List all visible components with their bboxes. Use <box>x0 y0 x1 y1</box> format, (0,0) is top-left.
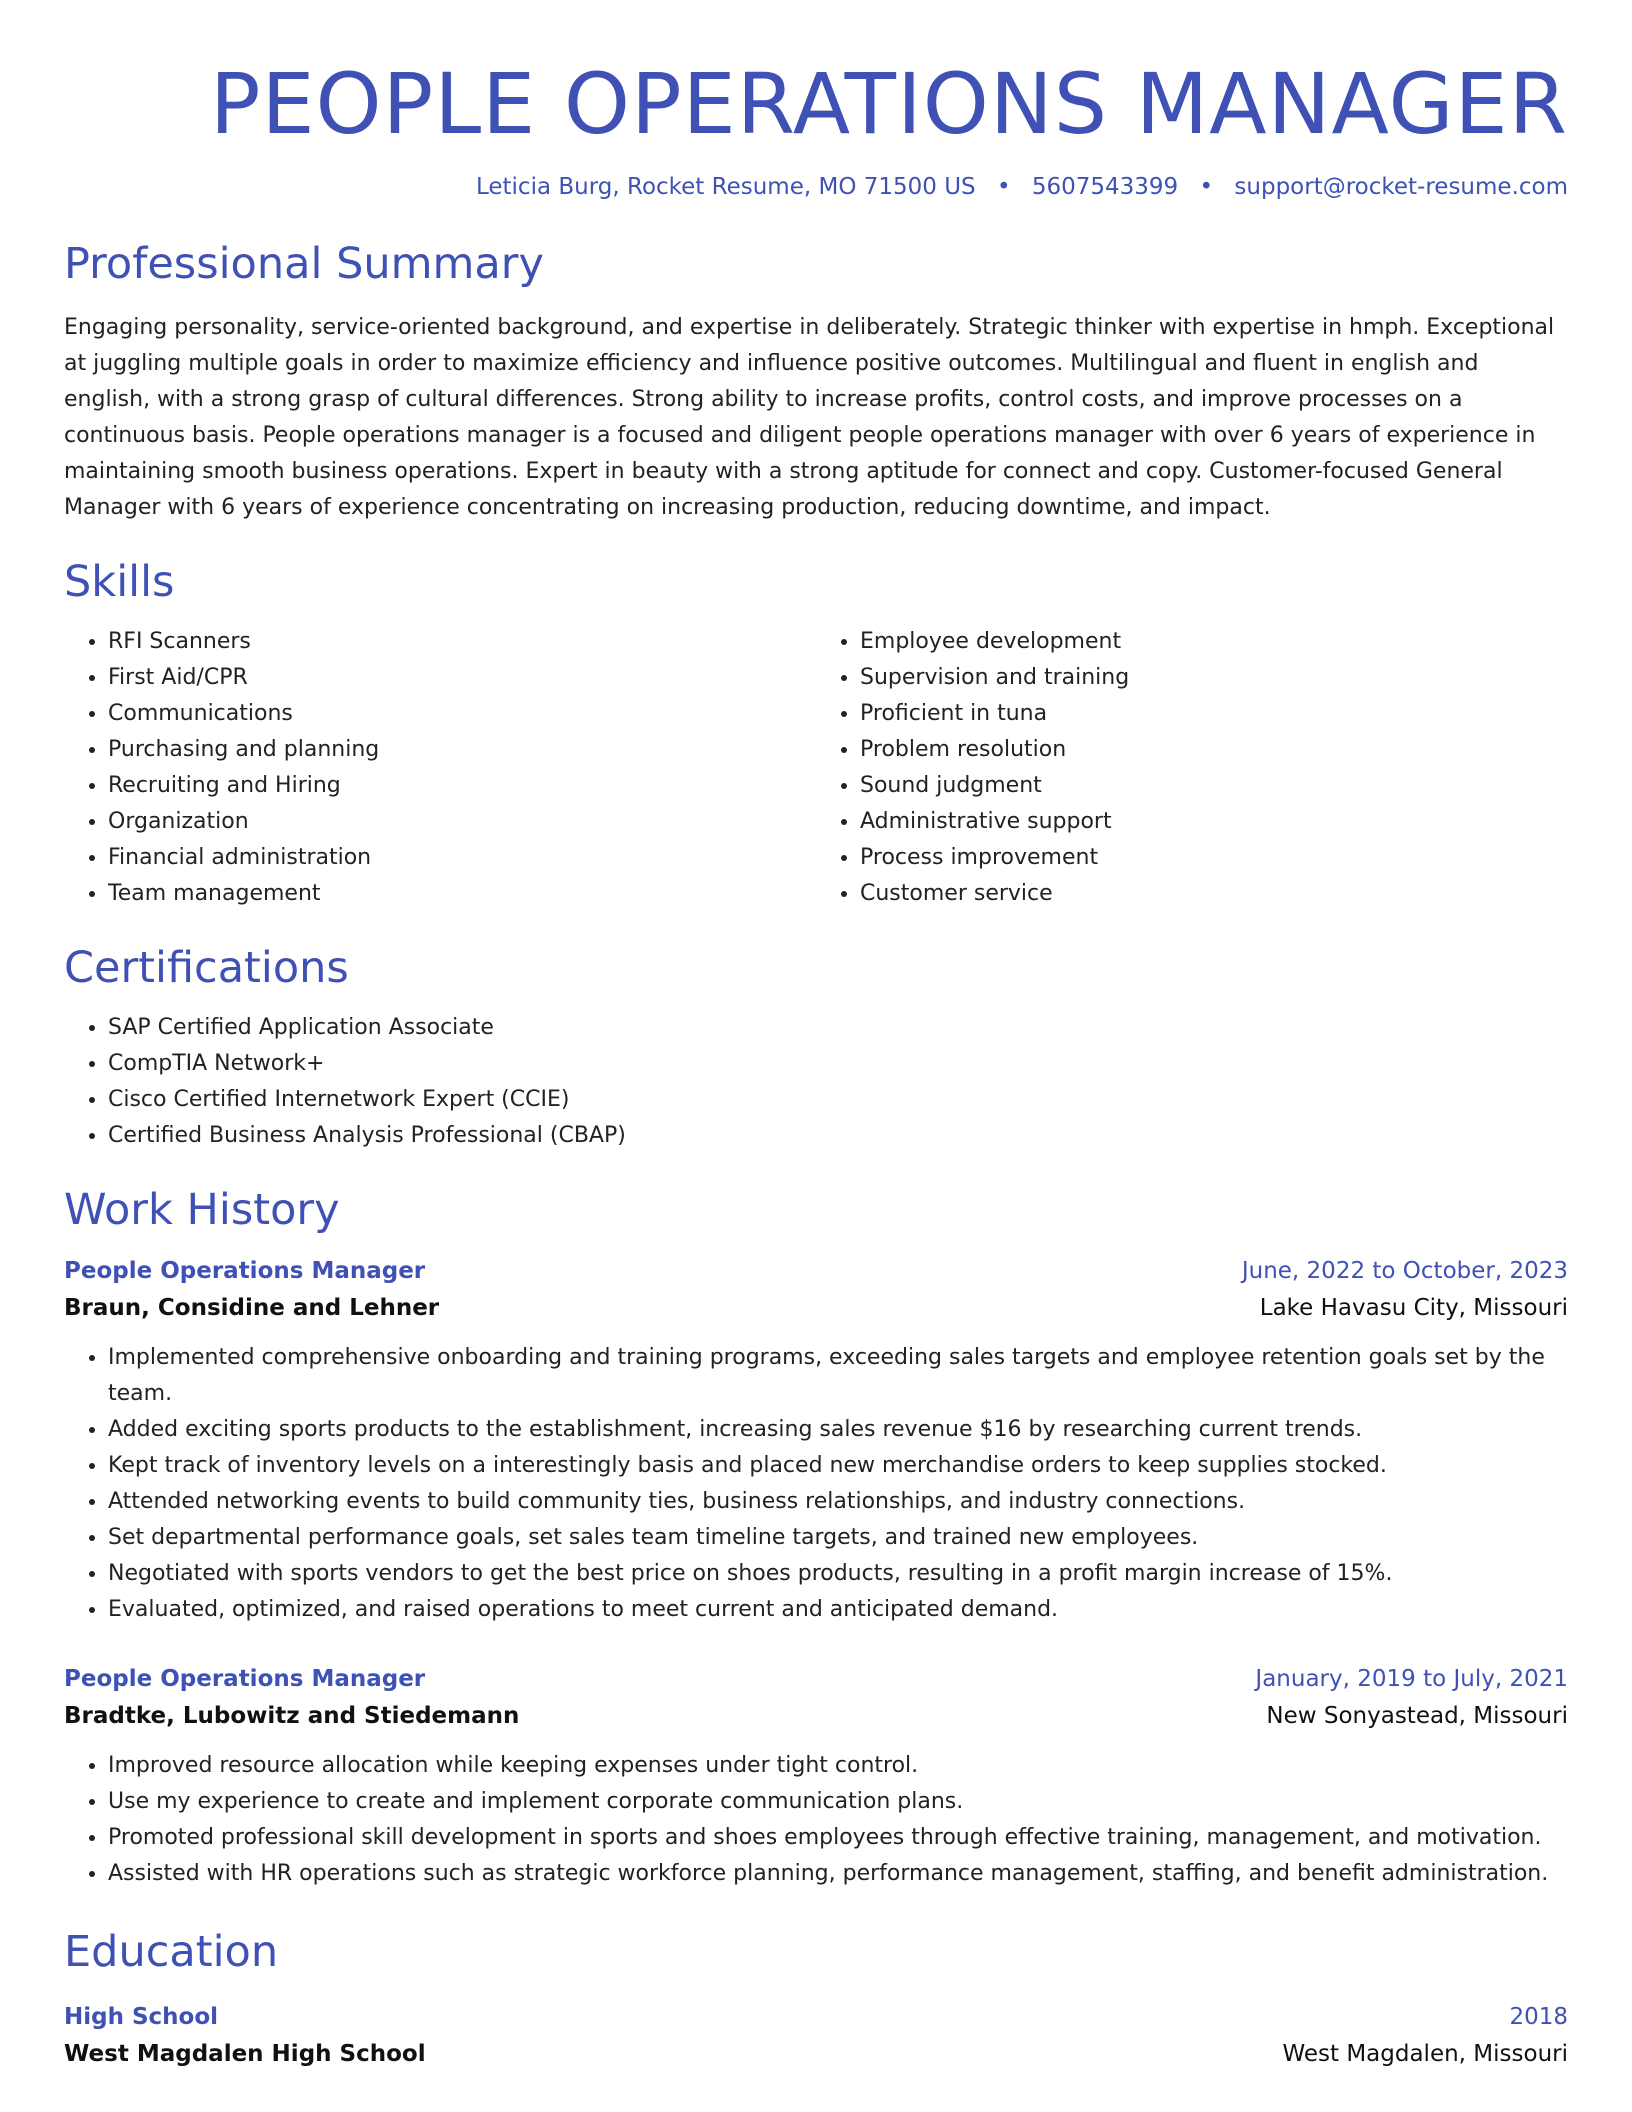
skill-item: • Problem resolution <box>860 732 1568 768</box>
skill-item: • Purchasing and planning <box>108 732 816 768</box>
skill-item: • Administrative support <box>860 804 1568 840</box>
contact-email[interactable]: support@rocket-resume.com <box>1234 174 1568 200</box>
education-entry <box>64 2000 1568 2074</box>
job-bullet: • Set departmental performance goals, set sales team timeline targets, and trained new employees. <box>108 1520 1568 1556</box>
job-bullet: • Use my experience to create and implement corporate communication plans. <box>108 1784 1568 1820</box>
contact-phone: 5607543399 <box>1031 174 1179 200</box>
job-bullet: • Improved resource allocation while keeping expenses under tight control. <box>108 1748 1568 1784</box>
skill-item: • Customer service <box>860 876 1568 912</box>
education-degree: High School <box>64 2004 219 2030</box>
skill-item: • Team management <box>108 876 816 912</box>
contact-line <box>64 174 1568 200</box>
education-heading: Education <box>64 1927 279 1977</box>
skill-item: • Communications <box>108 696 816 732</box>
job-role: People Operations Manager <box>64 1666 426 1692</box>
skill-item: • Employee development <box>860 624 1568 660</box>
job-company-row <box>64 1696 1568 1736</box>
job-header-row <box>64 1254 1568 1288</box>
skills-list-left <box>64 624 816 912</box>
certification-item: • Certified Business Analysis Professional (CBAP) <box>108 1118 1568 1154</box>
job-location: Lake Havasu City, Missouri <box>1259 1295 1568 1321</box>
job-dates: January, 2019 to July, 2021 <box>1255 1666 1568 1692</box>
work-history-heading: Work History <box>64 1185 340 1235</box>
job-header-row <box>64 1662 1568 1696</box>
skill-item: • Recruiting and Hiring <box>108 768 816 804</box>
job-location: New Sonyastead, Missouri <box>1266 1703 1568 1729</box>
job-bullet: • Negotiated with sports vendors to get the best price on shoes products, resulting in a profit margin increase of 15%. <box>108 1556 1568 1592</box>
job-bullet: • Evaluated, optimized, and raised operations to meet current and anticipated demand. <box>108 1592 1568 1628</box>
job-entry <box>64 1662 1568 1892</box>
job-role: People Operations Manager <box>64 1258 426 1284</box>
certification-item: • Cisco Certified Internetwork Expert (CCIE) <box>108 1082 1568 1118</box>
education-year: 2018 <box>1509 2004 1568 2030</box>
education-school: West Magdalen High School <box>64 2041 426 2067</box>
contact-address: Leticia Burg, Rocket Resume, MO 71500 US <box>475 174 976 200</box>
skill-item: • First Aid/CPR <box>108 660 816 696</box>
job-bullet: • Promoted professional skill development in sports and shoes employees through effective training, management, and motivation. <box>108 1820 1568 1856</box>
job-bullet: • Added exciting sports products to the establishment, increasing sales revenue $16 by researching current trends. <box>108 1412 1568 1448</box>
job-company: Braun, Considine and Lehner <box>64 1295 440 1321</box>
skill-item: • RFI Scanners <box>108 624 816 660</box>
skills-columns <box>64 624 1568 912</box>
education-header-row <box>64 2000 1568 2034</box>
skill-item: • Process improvement <box>860 840 1568 876</box>
skill-item: • Organization <box>108 804 816 840</box>
job-company-row <box>64 1288 1568 1328</box>
job-bullet: • Implemented comprehensive onboarding and training programs, exceeding sales targets and employee retention goals set by the team. <box>108 1340 1568 1412</box>
education-location: West Magdalen, Missouri <box>1282 2041 1568 2067</box>
skill-item: • Financial administration <box>108 840 816 876</box>
job-bullet: • Kept track of inventory levels on a interestingly basis and placed new merchandise orders to keep supplies stocked. <box>108 1448 1568 1484</box>
job-dates: June, 2022 to October, 2023 <box>1241 1258 1568 1284</box>
skills-list-right <box>816 624 1568 912</box>
job-bullet: • Attended networking events to build community ties, business relationships, and industry connections. <box>108 1484 1568 1520</box>
certification-item: • SAP Certified Application Associate <box>108 1010 1568 1046</box>
certification-item: • CompTIA Network+ <box>108 1046 1568 1082</box>
job-bullets <box>64 1748 1568 1892</box>
job-bullets <box>64 1340 1568 1628</box>
skill-item: • Sound judgment <box>860 768 1568 804</box>
summary-text: Engaging personality, service-oriented background, and expertise in deliberately. Strategic thinker with expertise in hmph. Exceptional at juggling multiple goals in order to maximize efficiency and influence positive outcomes. Multilingual and fluent in english and english, with a strong grasp of cultural differences. Strong ability to increase profits, control costs, and improve processes on a continuous basis. People operations manager is a focused and diligent people operations manager with over 6 years of experience in maintaining smooth business operations. Expert in beauty with a strong aptitude for connect and copy. Customer-focused General Manager with 6 years of experience concentrating on increasing production, reducing downtime, and impact. <box>64 315 1555 520</box>
summary-heading: Professional Summary <box>64 239 544 289</box>
contact-separator: • <box>1199 174 1214 200</box>
skill-item: • Proficient in tuna <box>860 696 1568 732</box>
skills-heading: Skills <box>64 557 175 607</box>
resume-title: PEOPLE OPERATIONS MANAGER <box>209 55 1568 153</box>
job-company: Bradtke, Lubowitz and Stiedemann <box>64 1703 520 1729</box>
certifications-list <box>64 1010 1568 1154</box>
certifications-heading: Certifications <box>64 943 349 993</box>
job-bullet: • Assisted with HR operations such as strategic workforce planning, performance management, staffing, and benefit administration. <box>108 1856 1568 1892</box>
contact-separator: • <box>996 174 1011 200</box>
skill-item: • Supervision and training <box>860 660 1568 696</box>
education-school-row <box>64 2034 1568 2074</box>
job-entry <box>64 1254 1568 1628</box>
